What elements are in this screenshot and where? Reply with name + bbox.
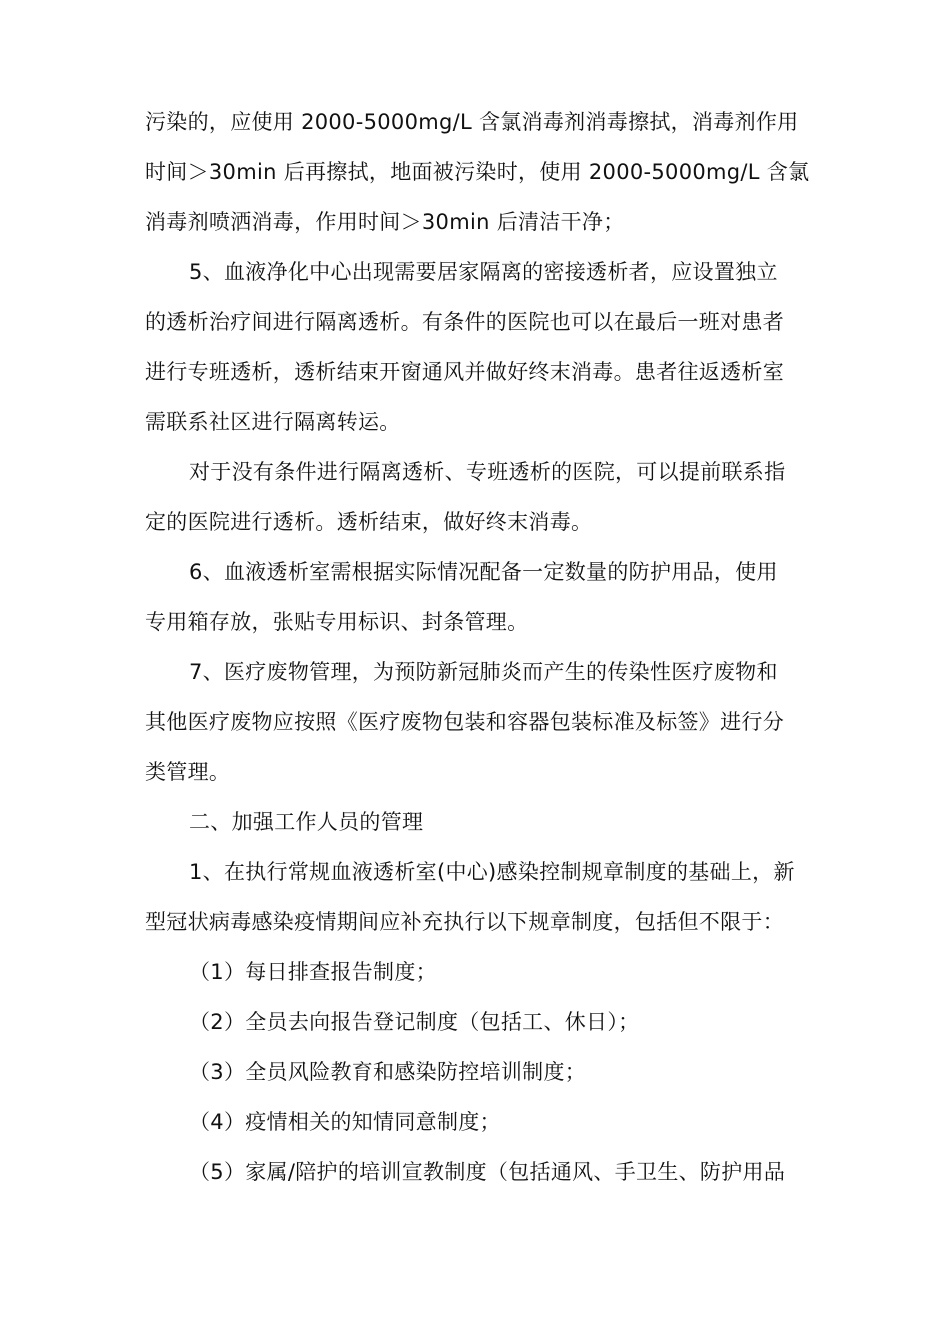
list-item: （2）全员去向报告登记制度（包括工、休日）； bbox=[189, 1010, 640, 1034]
paragraph-5-start: 5、血液净化中心出现需要居家隔离的密接透析者，应设置独立 bbox=[189, 260, 778, 284]
text-line: 定的医院进行透析。透析结束，做好终末消毒。 bbox=[145, 510, 593, 534]
list-item: （3）全员风险教育和感染防控培训制度； bbox=[189, 1060, 587, 1084]
list-item: （1）每日排查报告制度； bbox=[189, 960, 437, 984]
paragraph-6-start: 6、血液透析室需根据实际情况配备一定数量的防护用品，使用 bbox=[189, 560, 778, 584]
text-line: 进行专班透析，透析结束开窗通风并做好终末消毒。患者往返透析室 bbox=[145, 360, 784, 384]
list-item: （4）疫情相关的知情同意制度； bbox=[189, 1110, 501, 1134]
text-line: 需联系社区进行隔离转运。 bbox=[145, 410, 401, 434]
text-line: 其他医疗废物应按照《医疗废物包装和容器包装标准及标签》进行分 bbox=[145, 710, 784, 734]
text-line: 的透析治疗间进行隔离透析。有条件的医院也可以在最后一班对患者 bbox=[145, 310, 784, 334]
text-line: 污染的，应使用 2000-5000mg/L 含氯消毒剂消毒擦拭，消毒剂作用 bbox=[145, 110, 799, 134]
paragraph-start: 对于没有条件进行隔离透析、专班透析的医院，可以提前联系指 bbox=[189, 460, 786, 484]
text-line: 型冠状病毒感染疫情期间应补充执行以下规章制度，包括但不限于： bbox=[145, 910, 784, 934]
list-item: （5）家属/陪护的培训宣教制度（包括通风、手卫生、防护用品 bbox=[189, 1160, 786, 1184]
text-line: 时间＞30min 后再擦拭，地面被污染时，使用 2000-5000mg/L 含氯 bbox=[145, 160, 810, 184]
text-line: 消毒剂喷洒消毒，作用时间＞30min 后清洁干净； bbox=[145, 210, 625, 234]
text-line: 专用箱存放，张贴专用标识、封条管理。 bbox=[145, 610, 529, 634]
paragraph-7-start: 7、医疗废物管理，为预防新冠肺炎而产生的传染性医疗废物和 bbox=[189, 660, 778, 684]
section-heading: 二、加强工作人员的管理 bbox=[189, 810, 424, 834]
paragraph-1-start: 1、在执行常规血液透析室(中心)感染控制规章制度的基础上，新 bbox=[189, 860, 795, 884]
text-line: 类管理。 bbox=[145, 760, 231, 784]
